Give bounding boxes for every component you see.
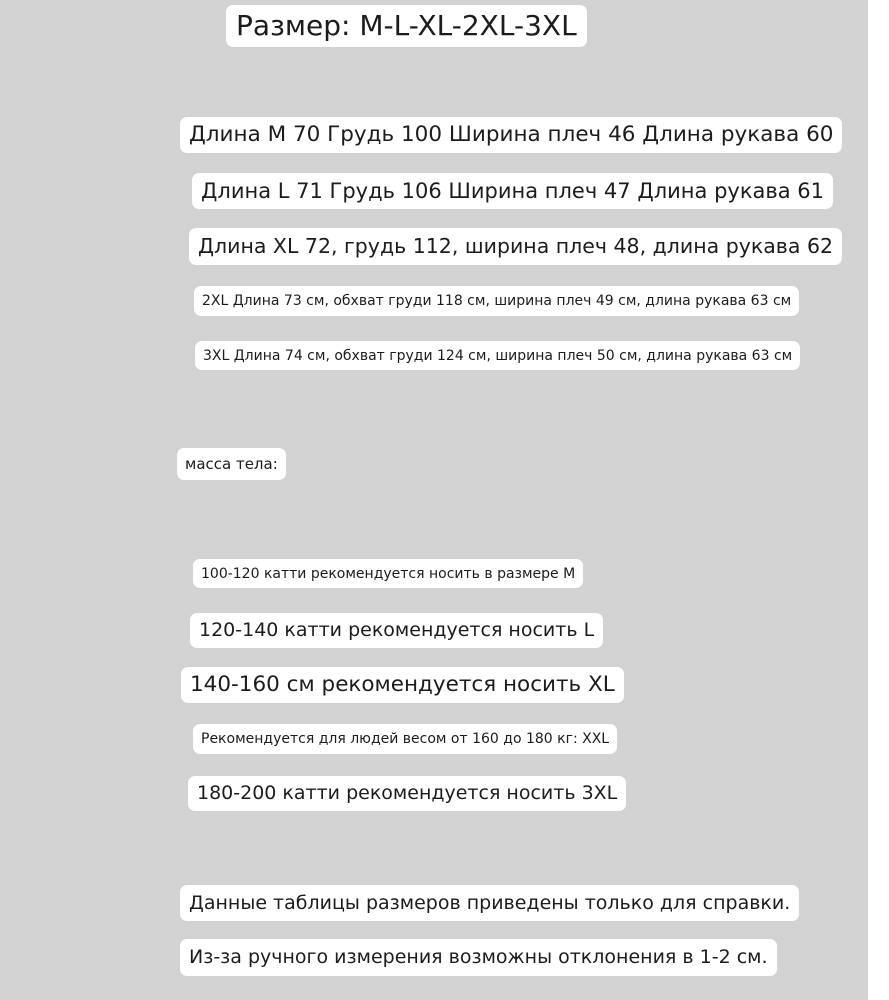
right-margin (868, 0, 889, 1000)
size-line-xl: Длина XL 72, грудь 112, ширина плеч 48, длина рукава 62 (189, 228, 842, 265)
weight-line-l: 120-140 катти рекомендуется носить L (190, 613, 603, 648)
size-title: Размер: M-L-XL-2XL-3XL (226, 5, 587, 47)
weight-line-m: 100-120 катти рекомендуется носить в размере M (193, 559, 583, 588)
weight-line-xl: 140-160 см рекомендуется носить XL (181, 667, 624, 703)
note-reference-only: Данные таблицы размеров приведены только для справки. (180, 885, 799, 921)
size-line-l: Длина L 71 Грудь 106 Ширина плеч 47 Длина рукава 61 (192, 173, 833, 209)
weight-label: масса тела: (177, 448, 286, 480)
weight-line-3xl: 180-200 катти рекомендуется носить 3XL (188, 776, 626, 811)
note-measurement-deviation: Из-за ручного измерения возможны отклонения в 1-2 см. (180, 939, 777, 976)
size-line-m: Длина M 70 Грудь 100 Ширина плеч 46 Длина рукава 60 (180, 117, 842, 153)
size-line-3xl: 3XL Длина 74 см, обхват груди 124 см, ширина плеч 50 см, длина рукава 63 см (195, 341, 800, 370)
size-line-2xl: 2XL Длина 73 см, обхват груди 118 см, ширина плеч 49 см, длина рукава 63 см (194, 286, 799, 316)
weight-line-xxl: Рекомендуется для людей весом от 160 до 180 кг: XXL (193, 724, 617, 754)
